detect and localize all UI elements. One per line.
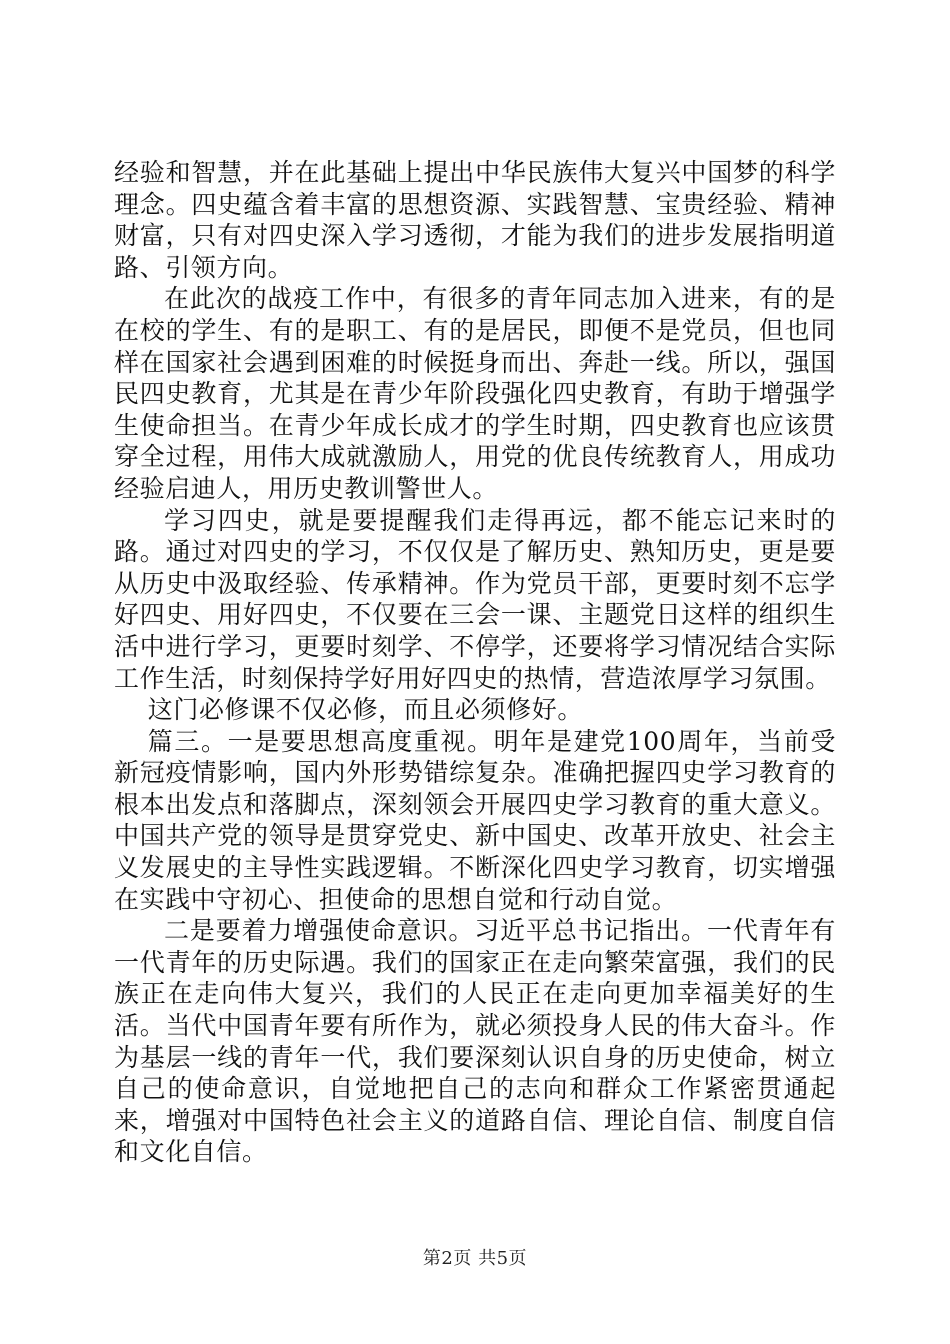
paragraph-mission-awareness: 二是要着力增强使命意识。习近平总书记指出。一代青年有一代青年的历史际遇。我们的国家正在走向繁荣富强，我们的民族正在走向伟大复兴，我们的人民正在走向更加幸福美好的生活。当代中国青年要有所作为，就必须投身人民的伟大奋斗。作为基层一线的青年一代，我们要深刻认识自身的历史使命，树立自己的使命意识，自觉地把自己的志向和群众工作紧密贯通起来，增强对中国特色社会主义的道路自信、理论自信、制度自信和文化自信。 [114, 916, 836, 1167]
paragraph-part-three: 篇三。一是要思想高度重视。明年是建党100周年，当前受新冠疫情影响，国内外形势错综复杂。准确把握四史学习教育的根本出发点和落脚点，深刻领会开展四史学习教育的重大意义。中国共产党的领导是贯穿党史、新中国史、改革开放史、社会主义发展史的主导性实践逻辑。不断深化四史学习教育，切实增强在实践中守初心、担使命的思想自觉和行动自觉。 [114, 726, 836, 914]
paragraph-continuation: 经验和智慧，并在此基础上提出中华民族伟大复兴中国梦的科学理念。四史蕴含着丰富的思想资源、实践智慧、宝贵经验、精神财富，只有对四史深入学习透彻，才能为我们的进步发展指明道路、引领方向。 [114, 158, 836, 282]
paragraph-required-course: 这门必修课不仅必修，而且必须修好。 [147, 695, 583, 725]
page-number-footer: 第2页 共5页 [422, 1248, 528, 1269]
paragraph-youth-volunteers: 在此次的战疫工作中，有很多的青年同志加入进来，有的是在校的学生、有的是职工、有的是居民，即便不是党员，但也同样在国家社会遇到困难的时候挺身而出、奔赴一线。所以，强国民四史教育，尤其是在青少年阶段强化四史教育，有助于增强学生使命担当。在青少年成长成才的学生时期，四史教育也应该贯穿全过程，用伟大成就激励人，用党的优良传统教育人，用成功经验启迪人，用历史教训警世人。 [114, 284, 836, 503]
paragraph-learning-four-histories: 学习四史，就是要提醒我们走得再远，都不能忘记来时的路。通过对四史的学习，不仅仅是了解历史、熟知历史，更是要从历史中汲取经验、传承精神。作为党员干部，更要时刻不忘学好四史、用好四史，不仅要在三会一课、主题党日这样的组织生活中进行学习，更要时刻学、不停学，还要将学习情况结合实际工作生活，时刻保持学好用好四史的热情，营造浓厚学习氛围。 [114, 505, 836, 693]
document-body [114, 157, 836, 1168]
